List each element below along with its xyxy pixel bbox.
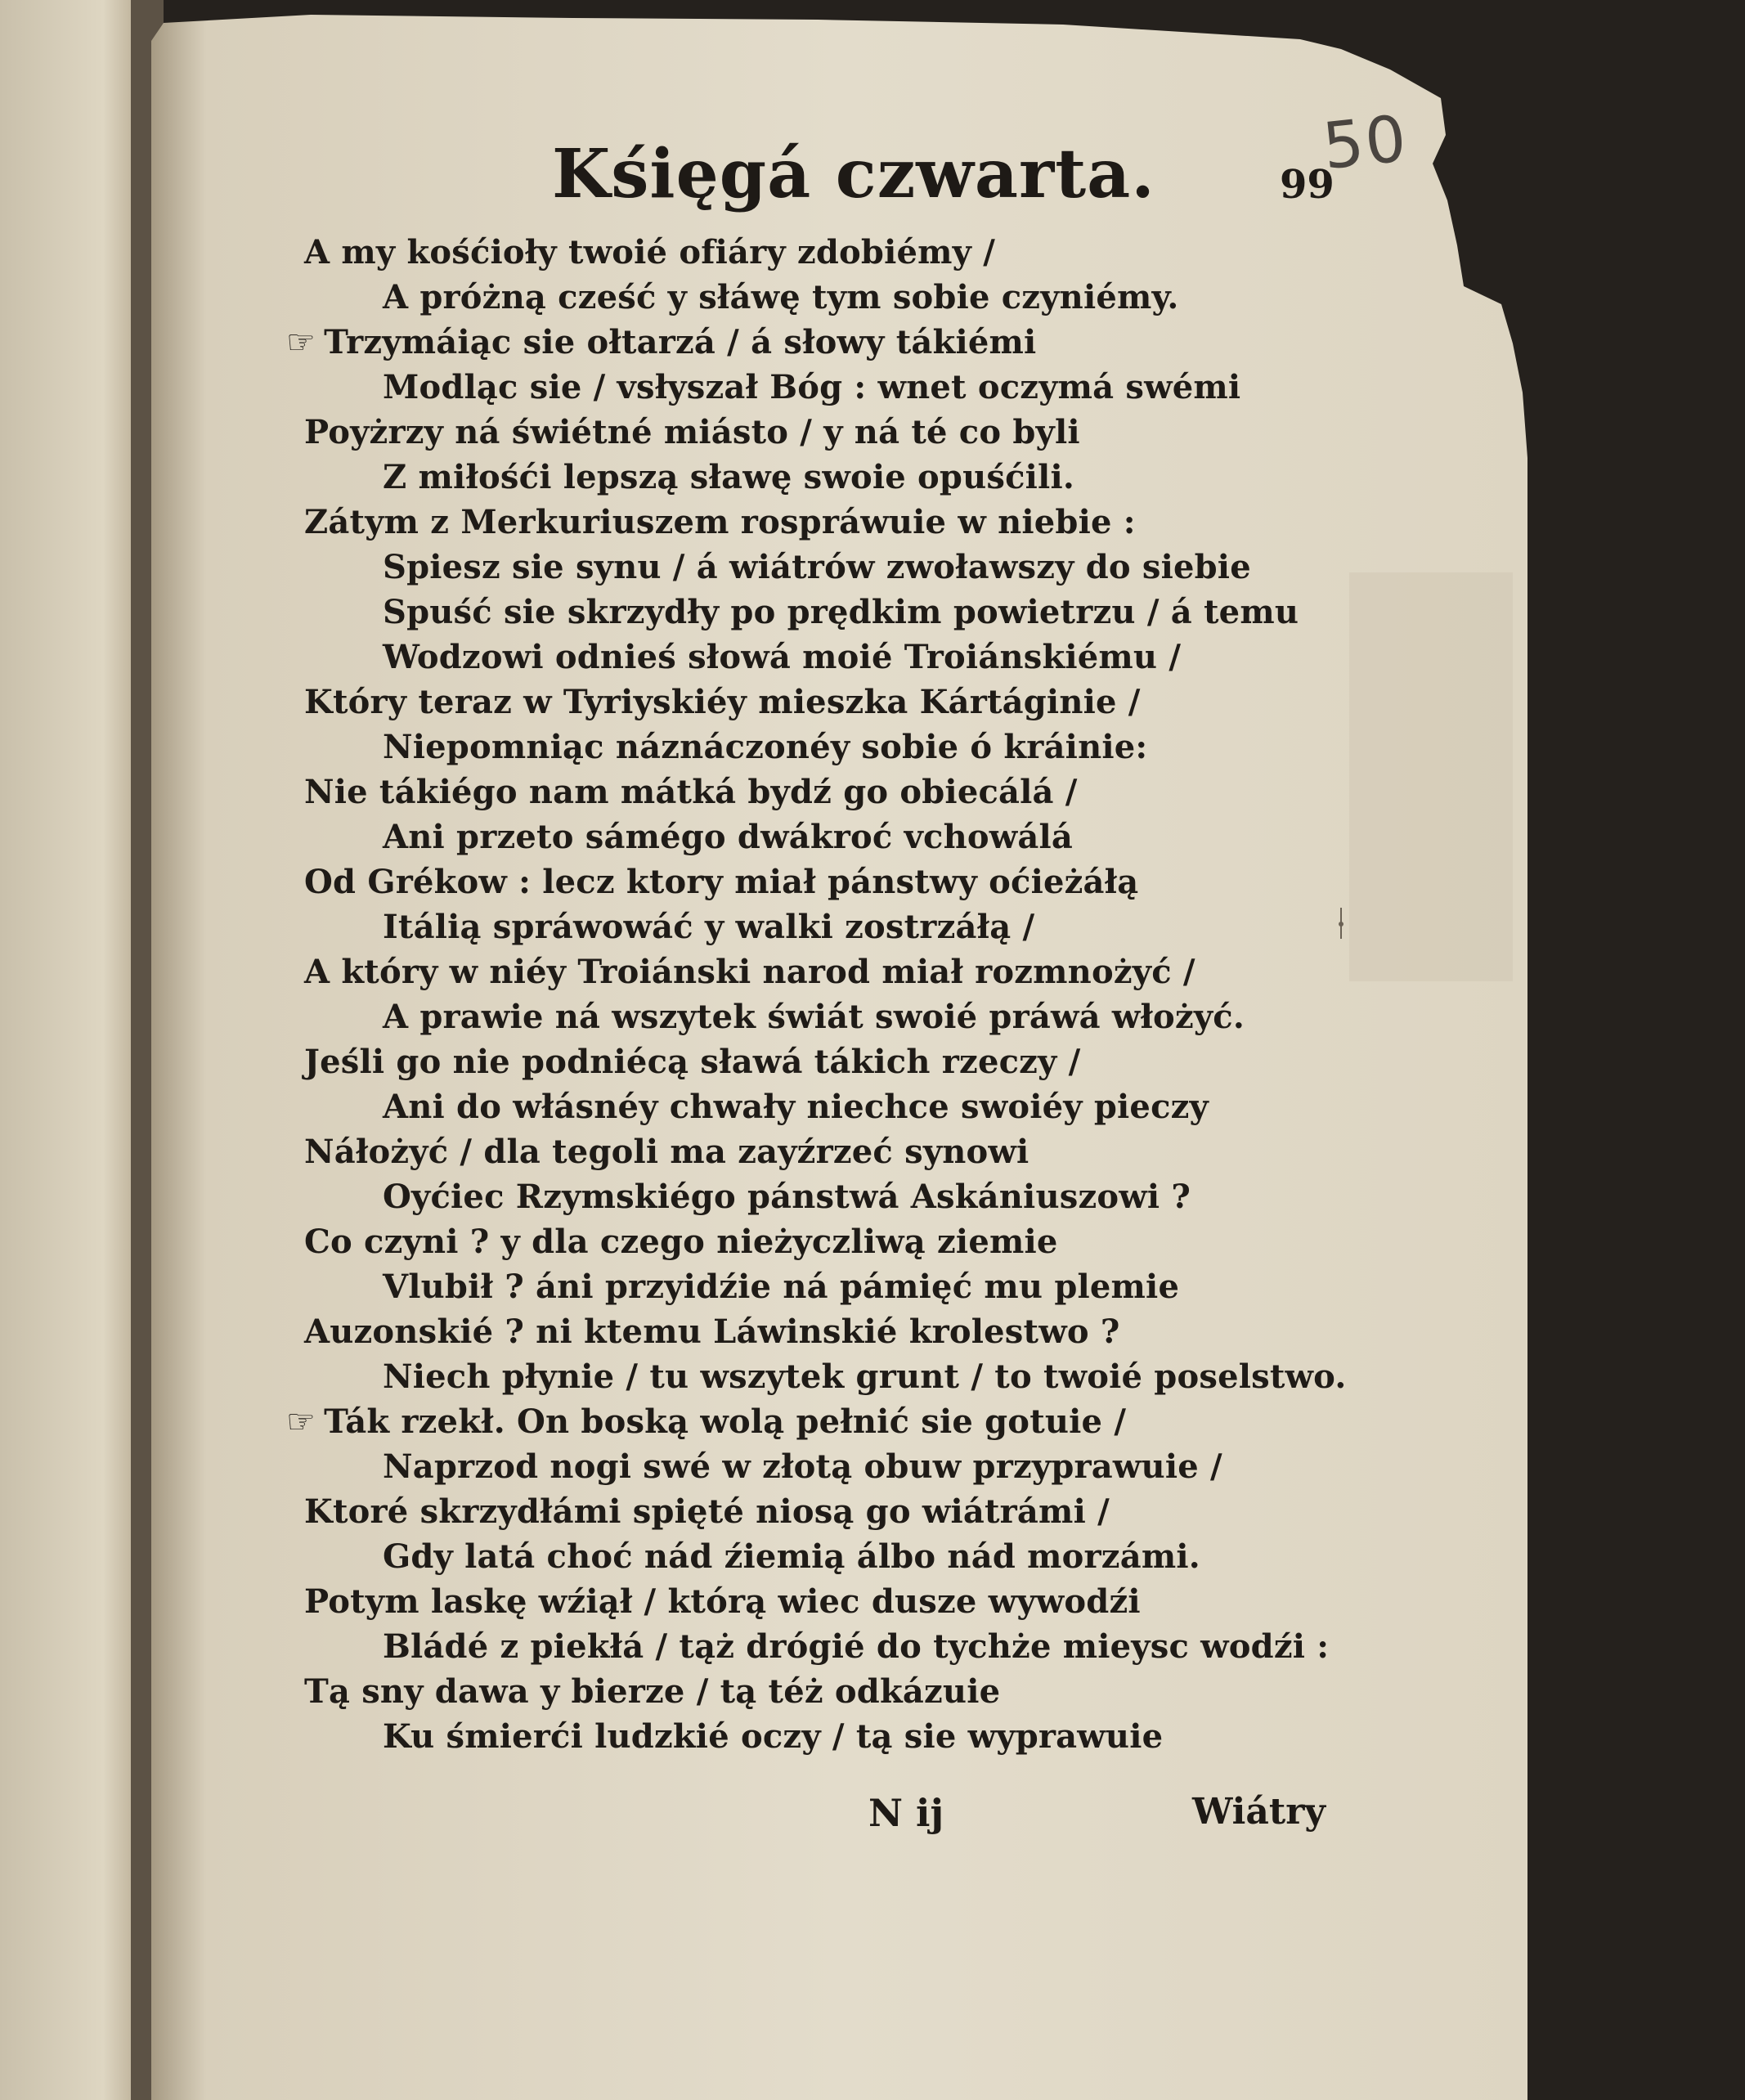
signature-mark: N ij: [868, 1791, 944, 1835]
verse-line-text: Ani przeto sámégo dwákroć vchowálá: [383, 818, 1074, 856]
verse-line-text: Zátym z Merkuriuszem rospráwuie w niebie :: [304, 503, 1136, 541]
verse-line: [383, 455, 1074, 500]
verse-line: [383, 1445, 1222, 1489]
verse-line-text: Itálią spráwowáć y walki zostrzáłą /: [383, 908, 1035, 946]
verse-line-text: Modląc sie / vsłyszał Bóg : wnet oczymá swémi: [383, 368, 1241, 406]
verse-line: [383, 815, 1073, 859]
verse-line: [304, 1040, 1080, 1084]
verse-line: [304, 1580, 1141, 1624]
verse-line-text: Wodzowi odnieś słowá moié Troiánskiému /: [383, 638, 1182, 676]
verse-line: [304, 1670, 1000, 1714]
verse-line: [383, 1355, 1346, 1399]
verse-line: [383, 905, 1034, 949]
verse-line: [383, 995, 1245, 1039]
pilcrow-icon: ☞: [286, 1403, 316, 1441]
verse-line-text: A próżną cześć y słáwę tym sobie czyniémy.: [383, 278, 1179, 316]
verse-line: [383, 1715, 1163, 1759]
verse-line-text: Nie tákiégo nam mátká bydź go obiecálá /: [304, 773, 1078, 811]
verse-line: [286, 321, 1036, 365]
verse-line: [304, 1220, 1058, 1264]
verse-line: [383, 366, 1240, 410]
verse-line-text: Niech płynie / tu wszytek grunt / to twoié poselstwo.: [383, 1357, 1347, 1396]
verse-line: [383, 1265, 1179, 1309]
verse-line-text: Jeśli go nie podniécą sławá tákich rzeczy /: [304, 1043, 1081, 1081]
verse-line-text: Ták rzekł. On boską wolą pełnić sie gotuie /: [324, 1402, 1127, 1441]
running-title: Kśięgá czwarta.: [552, 135, 1155, 213]
verse-line-text: Auzonskié ? ni ktemu Láwinskié krolestwo ?: [304, 1312, 1120, 1351]
verse-line-text: A który w niéy Troiánski narod miał rozmnożyć /: [304, 953, 1195, 991]
verse-line-text: Od Grékow : lecz ktory miał pánstwy oćieżáłą: [304, 863, 1139, 901]
verse-line-text: Náłożyć / dla tegoli ma zayźrzeć synowi: [304, 1133, 1030, 1171]
verse-line: [304, 680, 1141, 725]
verse-line-text: Który teraz w Tyriyskiéy mieszka Kártáginie /: [304, 683, 1141, 721]
verse-line: [304, 1310, 1119, 1354]
verse-line-text: Ku śmierći ludzkié oczy / tą sie wyprawuie: [383, 1717, 1164, 1756]
verse-line-text: Ktoré skrzydłámi spięté niosą go wiátrámi /: [304, 1492, 1110, 1531]
verse-line: [304, 1130, 1029, 1174]
verse-line: [304, 770, 1078, 814]
verse-line-text: Bládé z piekłá / tąż drógié do tychże mieysc wodźi :: [383, 1627, 1330, 1666]
verse-line: [383, 1085, 1209, 1129]
verse-line-text: Trzymáiąc sie ołtarzá / á słowy tákiémi: [324, 323, 1037, 361]
pilcrow-icon: ☞: [286, 324, 316, 361]
verse-line: [383, 1625, 1329, 1669]
verse-line-text: Z miłośći lepszą sławę swoie opuśćili.: [383, 458, 1074, 496]
verse-line: [383, 276, 1179, 320]
verse-line-text: Spiesz sie synu / á wiátrów zwoławszy do siebie: [383, 548, 1251, 586]
verse-line-text: Poyżrzy ná świétné miásto / y ná té co byli: [304, 413, 1080, 451]
verse-line: [383, 1535, 1200, 1579]
verse-line-text: Co czyni ? y dla czego nieżyczliwą ziemie: [304, 1223, 1058, 1261]
verse-line-text: A prawie ná wszytek świát swoié práwá włożyć.: [383, 998, 1245, 1036]
verse-line-text: Naprzod nogi swé w złotą obuw przyprawuie /: [383, 1447, 1222, 1486]
verse-line-text: Ani do włásnéy chwały niechce swoiéy pieczy: [383, 1088, 1209, 1126]
manuscript-page-number: 50: [1319, 101, 1411, 185]
verse-line-text: Vlubił ? áni przyidźie ná pámięć mu plemie: [383, 1268, 1180, 1306]
verse-line: [383, 590, 1299, 635]
verse-line-text: A my kośćioły twoié ofiáry zdobiémy /: [304, 233, 996, 271]
verse-line-text: Oyćiec Rzymskiégo pánstwá Askániuszowi ?: [383, 1178, 1191, 1216]
verse-line-text: Spuść sie skrzydły po prędkim powietrzu / á temu: [383, 593, 1299, 631]
verse-line: [383, 1175, 1191, 1219]
verse-line: [304, 950, 1195, 994]
verse-line: [304, 1490, 1110, 1534]
verse-line: [304, 231, 995, 275]
verse-line: [304, 500, 1136, 545]
verse-line: [383, 635, 1181, 680]
verse-line: [383, 725, 1147, 770]
verse-line: [304, 411, 1080, 455]
catchword: Wiátry: [1192, 1791, 1326, 1833]
verse-line: [286, 1400, 1126, 1444]
verse-line-text: Tą sny dawa y bierze / tą téż odkázuie: [304, 1672, 1001, 1711]
verse-line: [304, 860, 1138, 904]
verse-line-text: Gdy latá choć nád źiemią álbo nád morzámi.: [383, 1537, 1200, 1576]
verse-line-text: Potym laskę wźiął / którą wiec dusze wywodźi: [304, 1582, 1141, 1621]
folio-number: 99: [1280, 162, 1335, 208]
verse-line: [383, 545, 1251, 590]
verse-line-text: Niepomniąc náznáczonéy sobie ó kráinie:: [383, 728, 1148, 766]
